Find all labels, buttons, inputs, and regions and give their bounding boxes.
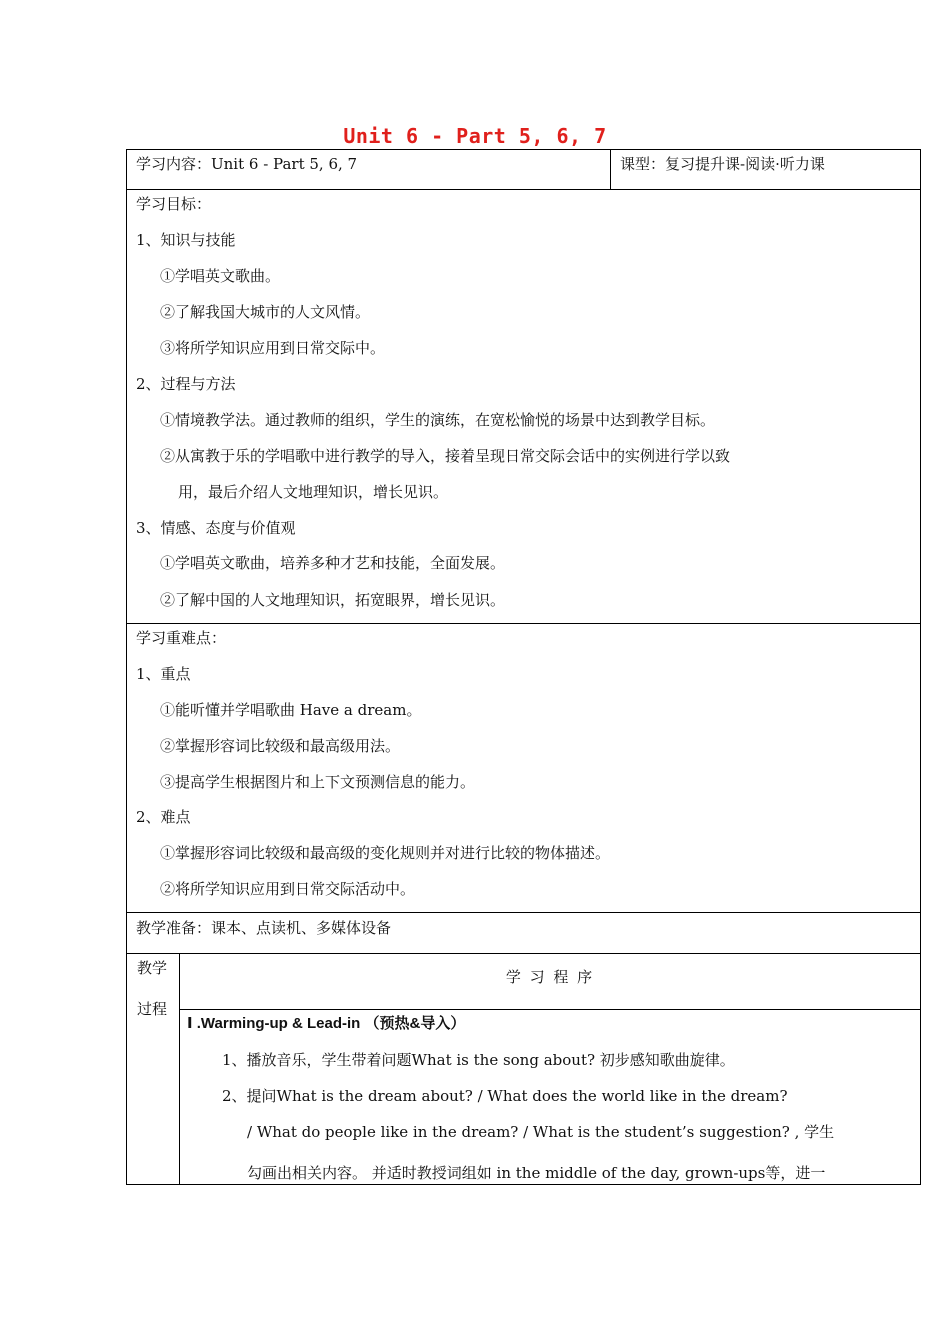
key-point-item: ①掌握形容词比较级和最高级的变化规则并对进行比较的物体描述。 xyxy=(160,844,611,862)
key-points-section-1: 1、重点 xyxy=(136,665,191,683)
key-point-item: ②掌握形容词比较级和最高级用法。 xyxy=(160,737,401,755)
lesson-type: 课型：复习提升课-阅读·听力课 xyxy=(620,155,825,173)
key-point-item: ②将所学知识应用到日常交际活动中。 xyxy=(160,880,416,898)
objective-item: ③将所学知识应用到日常交际中。 xyxy=(160,339,386,357)
key-point-item: ①能听懂并学唱歌曲 Have a dream。 xyxy=(160,701,422,719)
objective-item: ①情境教学法。通过教师的组织，学生的演练，在宽松愉悦的场景中达到教学目标。 xyxy=(160,411,716,429)
objectives-heading: 学习目标： xyxy=(136,195,212,213)
process-step-continued: 勾画出相关内容。 并适时教授词组如 in the middle of the day, grown-ups等，进一 xyxy=(247,1164,826,1182)
objective-item: ①学唱英文歌曲。 xyxy=(160,267,281,285)
row-divider-1 xyxy=(126,189,921,190)
objective-section-1: 1、知识与技能 xyxy=(136,231,236,249)
process-side-label: 过程 xyxy=(137,1000,168,1018)
process-header-divider xyxy=(179,1009,921,1010)
table-border-top xyxy=(126,149,921,150)
process-side-divider xyxy=(179,953,180,1185)
page-title: Unit 6 - Part 5, 6, 7 xyxy=(343,124,607,148)
learning-content: 学习内容：Unit 6 - Part 5, 6, 7 xyxy=(136,155,358,173)
process-step: 1、播放音乐，学生带着问题What is the song about? 初步感知歌曲旋律。 xyxy=(222,1051,735,1069)
process-step-continued: / What do people like in the dream? / What is the student’s suggestion? , 学生 xyxy=(247,1123,835,1141)
objective-item: ②了解中国的人文地理知识，拓宽眼界，增长见识。 xyxy=(160,591,506,609)
row-divider-3 xyxy=(126,912,921,913)
header-divider xyxy=(610,149,611,190)
objective-item-continued: 用，最后介绍人文地理知识，增长见识。 xyxy=(178,483,449,501)
objective-item: ①学唱英文歌曲，培养多种才艺和技能，全面发展。 xyxy=(160,554,506,572)
objective-section-2: 2、过程与方法 xyxy=(136,375,236,393)
row-divider-4 xyxy=(126,953,921,954)
process-step: 2、提问What is the dream about? / What does the world like in the dream? xyxy=(222,1087,788,1105)
objective-item: ②了解我国大城市的人文风情。 xyxy=(160,303,371,321)
process-header: 学 习 程 序 xyxy=(505,968,595,986)
objective-item: ②从寓教于乐的学唱歌中进行教学的导入，接着呈现日常交际会话中的实例进行学以致 xyxy=(160,447,731,465)
process-side-label: 教学 xyxy=(137,959,168,977)
table-border-bottom xyxy=(126,1184,921,1185)
row-divider-2 xyxy=(126,623,921,624)
objective-section-3: 3、情感、态度与价值观 xyxy=(136,519,296,537)
key-points-section-2: 2、难点 xyxy=(136,808,191,826)
table-border-left xyxy=(126,149,127,1185)
key-point-item: ③提高学生根据图片和上下文预测信息的能力。 xyxy=(160,773,476,791)
table-border-right xyxy=(920,149,921,1185)
section-title: Ⅰ .Warming-up & Lead-in （预热&导入） xyxy=(187,1015,466,1032)
key-points-heading: 学习重难点： xyxy=(136,629,227,647)
teaching-preparation: 教学准备：课本、点读机、多媒体设备 xyxy=(136,919,392,937)
